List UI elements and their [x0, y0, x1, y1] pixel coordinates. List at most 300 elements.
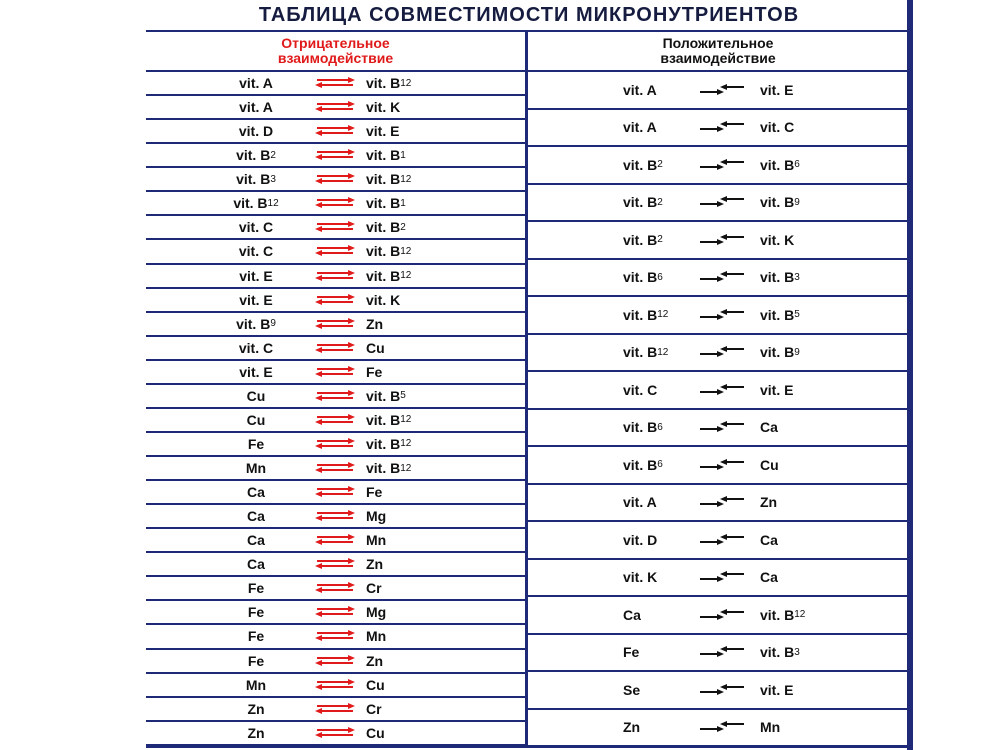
nutrient-name: vit. B: [760, 644, 795, 661]
nutrient-b: [366, 240, 446, 262]
exchange-arrows-icon: [314, 168, 356, 190]
nutrient-name: vit. B: [760, 156, 795, 173]
nutrient-subscript: 2: [657, 196, 663, 208]
nutrient-subscript: 2: [657, 234, 663, 246]
negative-interaction-row: [146, 361, 525, 385]
nutrient-b: [366, 144, 446, 166]
nutrient-name: vit. C: [623, 381, 658, 398]
nutrient-a: [588, 72, 688, 108]
nutrient-a: [206, 265, 306, 287]
converging-arrows-icon: [696, 560, 748, 596]
positive-interaction-row: [528, 260, 908, 298]
nutrient-subscript: 12: [794, 609, 806, 621]
nutrient-a: [206, 144, 306, 166]
nutrient-subscript: 1: [400, 149, 406, 161]
nutrient-b: [366, 72, 446, 94]
nutrient-b: [366, 577, 446, 599]
nutrient-a: [206, 698, 306, 720]
negative-interaction-row: [146, 698, 525, 722]
nutrient-name: Fe: [247, 604, 265, 621]
nutrient-name: vit. B: [623, 456, 658, 473]
nutrient-name: vit. A: [239, 75, 273, 92]
exchange-arrows-icon: [314, 481, 356, 503]
nutrient-a: [206, 722, 306, 744]
nutrient-a: [206, 289, 306, 311]
converging-arrows-icon: [696, 297, 748, 333]
nutrient-subscript: 3: [794, 271, 800, 283]
converging-arrows-icon: [696, 72, 748, 108]
converging-arrows-icon: [696, 522, 748, 558]
nutrient-b: [760, 372, 840, 408]
positive-interaction-row: [528, 485, 908, 523]
nutrient-subscript: 2: [400, 221, 406, 233]
exchange-arrows-icon: [314, 529, 356, 551]
nutrient-name: Ca: [247, 484, 265, 501]
nutrient-b: [366, 192, 446, 214]
nutrient-name: vit. B: [623, 306, 658, 323]
nutrient-a: [588, 335, 688, 371]
nutrient-a: [588, 710, 688, 746]
nutrient-name: Mn: [245, 460, 267, 477]
nutrient-b: [366, 168, 446, 190]
nutrient-b: [366, 505, 446, 527]
positive-interaction-row: [528, 597, 908, 635]
exchange-arrows-icon: [314, 96, 356, 118]
nutrient-name: Zn: [366, 315, 384, 332]
nutrient-name: Mg: [366, 508, 387, 525]
nutrient-name: vit. B: [760, 344, 795, 361]
nutrient-a: [588, 672, 688, 708]
exchange-arrows-icon: [314, 674, 356, 696]
nutrient-subscript: 5: [794, 309, 800, 321]
nutrient-name: Fe: [247, 628, 265, 645]
nutrient-b: [760, 447, 840, 483]
nutrient-a: [588, 522, 688, 558]
nutrient-name: vit. C: [238, 339, 274, 356]
nutrient-subscript: 2: [657, 159, 663, 171]
nutrient-subscript: 12: [657, 346, 669, 358]
negative-rows: [146, 72, 525, 746]
nutrient-a: [588, 560, 688, 596]
negative-column-header: [146, 32, 525, 72]
nutrient-name: Fe: [366, 484, 383, 501]
nutrient-a: [206, 192, 306, 214]
exchange-arrows-icon: [314, 722, 356, 744]
nutrient-b: [366, 481, 446, 503]
negative-interaction-row: [146, 505, 525, 529]
nutrient-a: [206, 601, 306, 623]
nutrient-b: [366, 313, 446, 335]
nutrient-subscript: 12: [400, 270, 412, 282]
compatibility-table: [146, 30, 908, 748]
nutrient-a: [588, 260, 688, 296]
nutrient-name: Cu: [246, 387, 266, 404]
nutrient-name: vit. B: [760, 306, 795, 323]
positive-interaction-row: [528, 672, 908, 710]
nutrient-name: Ca: [760, 569, 778, 586]
nutrient-a: [588, 222, 688, 258]
positive-interaction-row: [528, 335, 908, 373]
nutrient-name: vit. E: [760, 81, 794, 98]
nutrient-a: [206, 650, 306, 672]
nutrient-name: vit. B: [623, 231, 658, 248]
negative-interaction-row: [146, 674, 525, 698]
nutrient-a: [206, 72, 306, 94]
exchange-arrows-icon: [314, 313, 356, 335]
negative-interaction-row: [146, 96, 525, 120]
nutrient-name: vit. C: [238, 219, 274, 236]
nutrient-name: vit. B: [236, 171, 271, 188]
nutrient-subscript: 12: [400, 173, 412, 185]
exchange-arrows-icon: [314, 601, 356, 623]
nutrient-a: [206, 96, 306, 118]
nutrient-b: [366, 553, 446, 575]
nutrient-subscript: 12: [400, 438, 412, 450]
nutrient-name: vit. B: [233, 195, 268, 212]
converging-arrows-icon: [696, 672, 748, 708]
nutrient-name: vit. B: [236, 147, 271, 164]
positive-column-header: [528, 32, 908, 72]
nutrient-name: vit. D: [623, 531, 658, 548]
nutrient-name: vit. B: [366, 435, 401, 452]
nutrient-name: vit. B: [623, 344, 658, 361]
nutrient-subscript: 12: [400, 245, 412, 257]
nutrient-subscript: 6: [657, 421, 663, 433]
nutrient-subscript: 5: [400, 390, 406, 402]
negative-interaction-row: [146, 265, 525, 289]
positive-interaction-row: [528, 222, 908, 260]
positive-interaction-row: [528, 185, 908, 223]
nutrient-b: [366, 96, 446, 118]
nutrient-name: vit. A: [623, 119, 657, 136]
nutrient-a: [206, 313, 306, 335]
nutrient-b: [366, 601, 446, 623]
nutrient-name: Mn: [366, 628, 387, 645]
exchange-arrows-icon: [314, 505, 356, 527]
negative-interaction-row: [146, 216, 525, 240]
nutrient-b: [366, 674, 446, 696]
nutrient-name: Ca: [247, 532, 265, 549]
exchange-arrows-icon: [314, 144, 356, 166]
nutrient-a: [206, 481, 306, 503]
nutrient-name: vit. B: [760, 606, 795, 623]
nutrient-a: [206, 577, 306, 599]
exchange-arrows-icon: [314, 72, 356, 94]
exchange-arrows-icon: [314, 433, 356, 455]
nutrient-name: vit. B: [366, 243, 401, 260]
nutrient-name: Mn: [760, 719, 781, 736]
nutrient-b: [760, 522, 840, 558]
nutrient-a: [588, 147, 688, 183]
nutrient-a: [206, 553, 306, 575]
nutrient-name: vit. E: [239, 267, 273, 284]
nutrient-name: Mn: [366, 532, 387, 549]
nutrient-name: Zn: [623, 719, 641, 736]
nutrient-name: Fe: [623, 644, 640, 661]
nutrient-a: [206, 361, 306, 383]
exchange-arrows-icon: [314, 698, 356, 720]
nutrient-name: vit. B: [366, 195, 401, 212]
converging-arrows-icon: [696, 110, 748, 146]
nutrient-a: [206, 240, 306, 262]
nutrient-b: [366, 722, 446, 744]
exchange-arrows-icon: [314, 192, 356, 214]
nutrient-name: vit. B: [760, 194, 795, 211]
compatibility-sheet: [146, 0, 912, 750]
nutrient-a: [206, 409, 306, 431]
nutrient-b: [760, 72, 840, 108]
nutrient-name: vit. K: [760, 231, 795, 248]
positive-interaction-row: [528, 297, 908, 335]
nutrient-name: Zn: [247, 724, 265, 741]
nutrient-name: Cr: [366, 580, 382, 597]
nutrient-subscript: 2: [270, 149, 276, 161]
negative-interaction-row: [146, 529, 525, 553]
nutrient-a: [588, 447, 688, 483]
nutrient-b: [760, 410, 840, 446]
nutrient-b: [366, 120, 446, 142]
nutrient-a: [206, 674, 306, 696]
nutrient-name: Fe: [247, 580, 265, 597]
nutrient-a: [206, 168, 306, 190]
negative-interaction-row: [146, 577, 525, 601]
nutrient-subscript: 12: [400, 462, 412, 474]
positive-interaction-row: [528, 372, 908, 410]
negative-interaction-row: [146, 144, 525, 168]
negative-interaction-row: [146, 457, 525, 481]
nutrient-name: vit. K: [366, 99, 401, 116]
nutrient-name: Fe: [366, 363, 383, 380]
nutrient-name: vit. E: [239, 291, 273, 308]
nutrient-b: [760, 635, 840, 671]
converging-arrows-icon: [696, 447, 748, 483]
nutrient-name: Zn: [247, 700, 265, 717]
nutrient-name: vit. K: [623, 569, 658, 586]
converging-arrows-icon: [696, 597, 748, 633]
nutrient-b: [760, 597, 840, 633]
nutrient-b: [366, 216, 446, 238]
negative-interaction-row: [146, 722, 525, 746]
converging-arrows-icon: [696, 222, 748, 258]
nutrient-name: vit. B: [366, 219, 401, 236]
positive-interaction-row: [528, 560, 908, 598]
nutrient-name: vit. A: [623, 81, 657, 98]
converging-arrows-icon: [696, 260, 748, 296]
nutrient-subscript: 12: [400, 77, 412, 89]
positive-interaction-row: [528, 447, 908, 485]
nutrient-b: [366, 650, 446, 672]
exchange-arrows-icon: [314, 553, 356, 575]
negative-interaction-row: [146, 192, 525, 216]
negative-header-line2: взаимодействие: [277, 50, 394, 66]
nutrient-b: [760, 185, 840, 221]
nutrient-b: [366, 385, 446, 407]
nutrient-name: vit. B: [236, 315, 271, 332]
nutrient-subscript: 1: [400, 197, 406, 209]
converging-arrows-icon: [696, 710, 748, 746]
nutrient-name: vit. B: [366, 147, 401, 164]
nutrient-name: vit. B: [760, 269, 795, 286]
positive-interaction-row: [528, 110, 908, 148]
nutrient-name: Zn: [366, 556, 384, 573]
positive-interaction-row: [528, 710, 908, 748]
nutrient-name: vit. D: [238, 123, 274, 140]
nutrient-subscript: 12: [267, 197, 279, 209]
exchange-arrows-icon: [314, 216, 356, 238]
positive-interaction-row: [528, 72, 908, 110]
nutrient-name: vit. B: [366, 171, 401, 188]
nutrient-a: [588, 485, 688, 521]
nutrient-name: vit. C: [760, 119, 795, 136]
page-edge-bar: [907, 0, 913, 750]
negative-interaction-row: [146, 601, 525, 625]
nutrient-b: [760, 710, 840, 746]
nutrient-b: [760, 485, 840, 521]
exchange-arrows-icon: [314, 457, 356, 479]
nutrient-name: vit. C: [238, 243, 274, 260]
nutrient-name: vit. B: [366, 387, 401, 404]
nutrient-b: [366, 625, 446, 647]
nutrient-name: vit. A: [623, 494, 657, 511]
nutrient-b: [760, 147, 840, 183]
nutrient-subscript: 6: [794, 159, 800, 171]
nutrient-name: Cu: [246, 411, 266, 428]
nutrient-name: Ca: [760, 531, 778, 548]
nutrient-subscript: 12: [400, 414, 412, 426]
nutrient-a: [206, 385, 306, 407]
nutrient-a: [588, 635, 688, 671]
nutrient-b: [760, 110, 840, 146]
negative-interaction-row: [146, 481, 525, 505]
positive-interaction-row: [528, 410, 908, 448]
converging-arrows-icon: [696, 485, 748, 521]
nutrient-name: vit. B: [623, 419, 658, 436]
negative-interaction-row: [146, 433, 525, 457]
converging-arrows-icon: [696, 335, 748, 371]
nutrient-a: [588, 297, 688, 333]
nutrient-subscript: 3: [270, 173, 276, 185]
nutrient-name: Mg: [366, 604, 387, 621]
nutrient-a: [588, 185, 688, 221]
nutrient-name: Fe: [247, 435, 265, 452]
nutrient-name: Ca: [247, 556, 265, 573]
nutrient-name: Ca: [760, 419, 778, 436]
nutrient-a: [206, 433, 306, 455]
nutrient-b: [366, 457, 446, 479]
converging-arrows-icon: [696, 372, 748, 408]
negative-interaction-row: [146, 553, 525, 577]
nutrient-b: [366, 337, 446, 359]
nutrient-a: [206, 216, 306, 238]
nutrient-name: Ca: [623, 606, 641, 623]
nutrient-name: Zn: [760, 494, 778, 511]
positive-interaction-row: [528, 635, 908, 673]
nutrient-name: vit. B: [623, 156, 658, 173]
nutrient-b: [366, 361, 446, 383]
nutrient-a: [206, 625, 306, 647]
nutrient-subscript: 9: [270, 318, 276, 330]
nutrient-b: [760, 335, 840, 371]
converging-arrows-icon: [696, 147, 748, 183]
nutrient-name: Cr: [366, 700, 382, 717]
negative-interaction-row: [146, 289, 525, 313]
exchange-arrows-icon: [314, 409, 356, 431]
positive-interaction-row: [528, 147, 908, 185]
exchange-arrows-icon: [314, 337, 356, 359]
exchange-arrows-icon: [314, 240, 356, 262]
nutrient-name: vit. B: [366, 267, 401, 284]
negative-interaction-row: [146, 313, 525, 337]
nutrient-a: [206, 337, 306, 359]
nutrient-subscript: 6: [657, 459, 663, 471]
nutrient-name: vit. B: [366, 460, 401, 477]
negative-interaction-row: [146, 120, 525, 144]
exchange-arrows-icon: [314, 120, 356, 142]
nutrient-b: [366, 409, 446, 431]
nutrient-a: [588, 372, 688, 408]
nutrient-a: [588, 110, 688, 146]
nutrient-name: vit. E: [760, 681, 794, 698]
exchange-arrows-icon: [314, 385, 356, 407]
nutrient-subscript: 3: [794, 646, 800, 658]
page-title: ТАБЛИЦА СОВМЕСТИМОСТИ МИКРОНУТРИЕНТОВ: [258, 4, 800, 26]
negative-interaction-row: [146, 625, 525, 649]
negative-interaction-row: [146, 240, 525, 264]
nutrient-name: vit. B: [623, 194, 658, 211]
nutrient-b: [366, 265, 446, 287]
positive-header-line1: Положительное: [662, 35, 774, 51]
converging-arrows-icon: [696, 185, 748, 221]
nutrient-a: [206, 505, 306, 527]
nutrient-name: vit. K: [366, 291, 401, 308]
nutrient-a: [206, 457, 306, 479]
nutrient-name: Se: [623, 681, 641, 698]
exchange-arrows-icon: [314, 650, 356, 672]
negative-interaction-row: [146, 385, 525, 409]
nutrient-name: Mn: [245, 676, 267, 693]
nutrient-subscript: 9: [794, 346, 800, 358]
nutrient-b: [760, 260, 840, 296]
nutrient-name: vit. B: [623, 269, 658, 286]
nutrient-name: vit. B: [366, 75, 401, 92]
nutrient-b: [366, 289, 446, 311]
nutrient-name: vit. E: [366, 123, 400, 140]
negative-interaction-row: [146, 650, 525, 674]
negative-header-line1: Отрицательное: [281, 35, 390, 51]
nutrient-a: [206, 529, 306, 551]
exchange-arrows-icon: [314, 625, 356, 647]
negative-interaction-row: [146, 409, 525, 433]
nutrient-b: [366, 433, 446, 455]
nutrient-b: [760, 672, 840, 708]
nutrient-name: Cu: [366, 339, 385, 356]
nutrient-name: Cu: [366, 676, 385, 693]
nutrient-name: vit. E: [760, 381, 794, 398]
nutrient-a: [588, 410, 688, 446]
exchange-arrows-icon: [314, 289, 356, 311]
nutrient-a: [206, 120, 306, 142]
positive-interaction-row: [528, 522, 908, 560]
nutrient-subscript: 9: [794, 196, 800, 208]
negative-interaction-row: [146, 168, 525, 192]
converging-arrows-icon: [696, 410, 748, 446]
nutrient-name: vit. E: [239, 363, 273, 380]
nutrient-b: [366, 529, 446, 551]
nutrient-b: [760, 560, 840, 596]
positive-rows: [528, 72, 908, 747]
converging-arrows-icon: [696, 635, 748, 671]
exchange-arrows-icon: [314, 361, 356, 383]
